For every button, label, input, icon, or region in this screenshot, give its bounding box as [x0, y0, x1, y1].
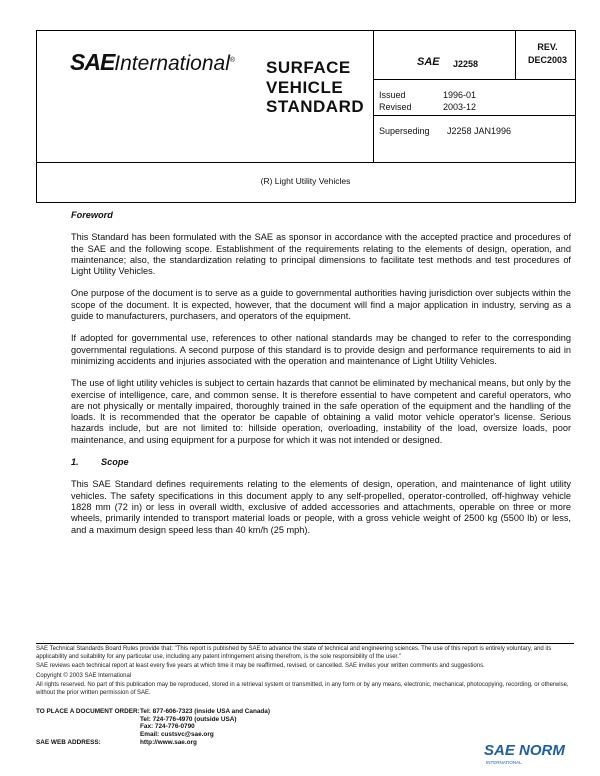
document-number: J2258 [453, 59, 479, 69]
document-header [36, 30, 576, 163]
web-address-link[interactable]: http://www.sae.org [140, 739, 197, 746]
document-body [71, 210, 571, 547]
revision-box: REV. DEC2003 [527, 42, 568, 65]
sae-mark: SAE [417, 56, 440, 68]
footer-notices: SAE Technical Standards Board Rules provide that: "This report is published by SAE to advance the state of technical and engineering sciences. The use of this report is entirely voluntary, and its applicability and suitability for any particular use, including any patent infringement arising therefrom, is the sole responsibility of the user." SAE reviews each technical report at least every five years at which time it may be reaffirmed, revised, or cancelled. SAE invites your written comments and suggestions. Copyright © 2003 SAE International All rights reserved. No part of this publication may be reproduced, stored in a retrieval system or transmitted, in any form or by any means, electronic, mechanical, photocopying, recording, or otherwise, without the prior written permission of SAE. [36, 646, 569, 696]
foreword-paragraph: The use of light utility vehicles is subject to certain hazards that cannot be eliminated by mechanical means, but only by the exercise of intelligence, care, and common sense. It is therefore essential to have competent and careful operators, who are not physically or mentally impaired, thoroughly trained in the safe operation of the equipment and the handling of the loads. It is recommended that the operator be capable of obtaining a valid motor vehicle operator's license. Serious hazards include, but are not limited to: hillside operation, overloading, instability of the load, oversize loads, poor maintenance, and using equipment for a purpose for which it was not intended or designed. [71, 378, 571, 445]
scope-heading: 1. Scope [71, 457, 129, 468]
web-address-label: SAE WEB ADDRESS: [36, 739, 101, 746]
sae-international-logo: SAEInternational® [70, 49, 236, 75]
sae-norm-stamp-sub: INTERNATIONAL [486, 760, 522, 765]
foreword-paragraph: This Standard has been formulated with the SAE as sponsor in accordance with the accepted practice and procedures of the SAE and the following scope. Establishment of the requirements relating to the elements of design, operation, and maintenance; also, the standardization relating to principal dimensions to facilitate test methods and test procedures of Light Utility Vehicles. [71, 232, 571, 277]
issue-dates: Issued 1996-01 Revised 2003-12 [379, 90, 477, 112]
superseding: Superseding J2258 JAN1996 [379, 126, 512, 136]
scope-paragraph: This SAE Standard defines requirements relating to the elements of design, operation, and maintenance of light utility vehicles. The safety specifications in this document apply to any self-propelled, operator-controlled, off-highway vehicle 1828 mm (72 in) or less in overall width, exclusive of added accessories and attachments, operable on three or more wheels, primarily intended to transport material loads or people, with a gross vehicle weight of 2500 kg (5500 lb) or less, and a maximum design speed less than 40 km/h (25 mph). [71, 479, 571, 535]
foreword-paragraph: If adopted for governmental use, references to other national standards may be changed to refer to the corresponding governmental regulations. A second purpose of this standard is to provide design and performance requirements to aid in minimizing accidents and injuries associated with the operation and maintenance of Light Utility Vehicles. [71, 333, 571, 366]
foreword-paragraph: One purpose of the document is to serve as a guide to governmental authorities having jurisdiction over subjects within the scope of the document. It is expected, however, that the document will find a major application in industry, serving as a guide to manufacturers, purchasers, and operators of the equipment. [71, 288, 571, 322]
sae-norm-stamp: SAE NORM [484, 742, 565, 759]
standard-type-title: SURFACE VEHICLE STANDARD [266, 58, 365, 116]
document-title: (R) Light Utility Vehicles [260, 176, 351, 186]
foreword-heading: Foreword [71, 210, 113, 220]
